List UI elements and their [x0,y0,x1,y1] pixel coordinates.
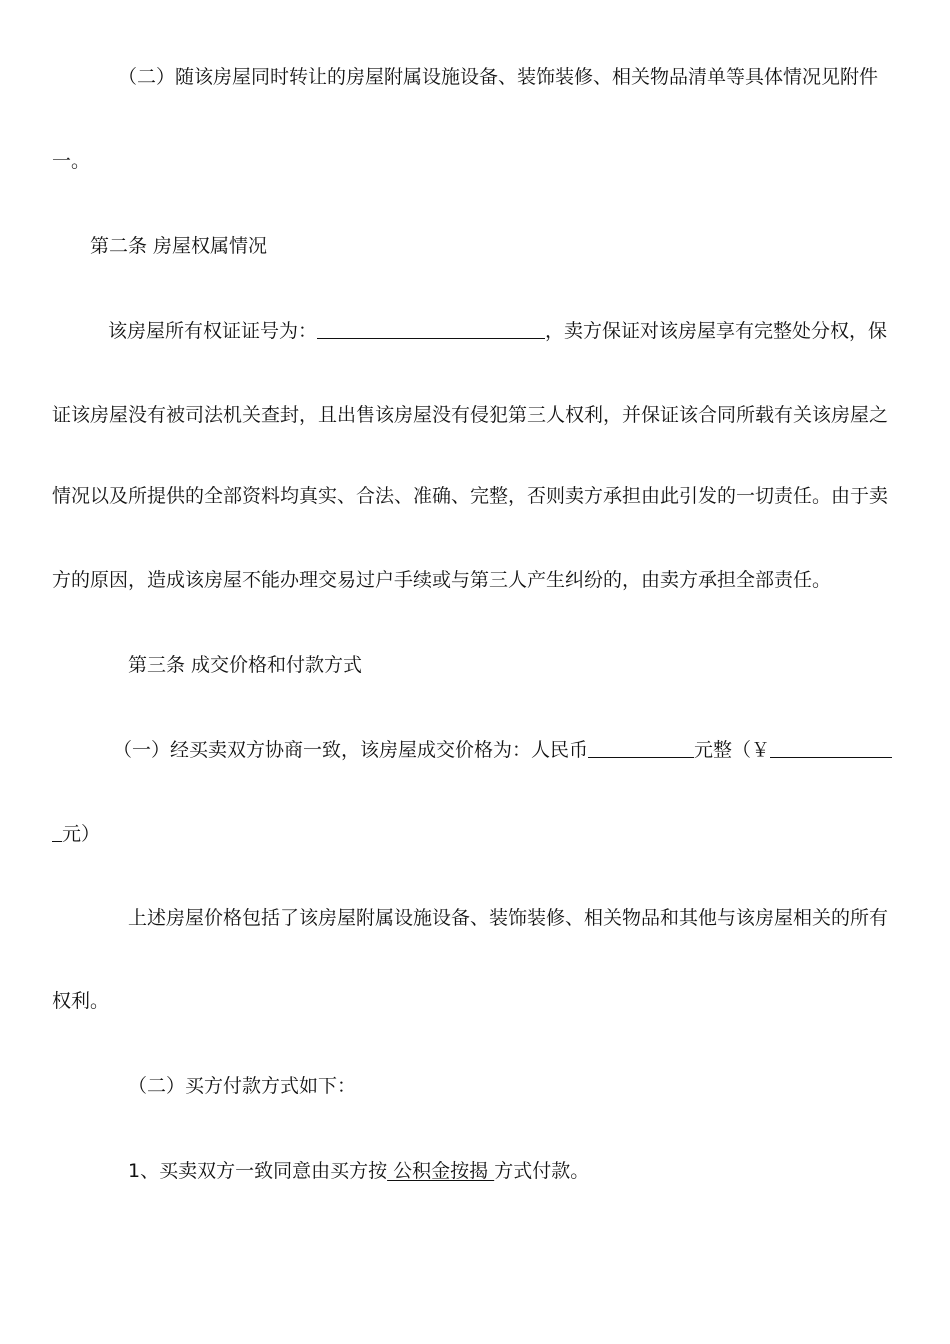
payment-method-suffix: 方式付款。 [494,1160,590,1182]
payment-method-prefix: 1、买卖双方一致同意由买方按 [128,1160,388,1182]
price-rmb-blank[interactable] [588,737,694,758]
price-scope-line-1: 上述房屋价格包括了该房屋附属设施设备、装饰装修、相关物品和其他与该房屋相关的所有 [128,907,889,929]
price-label: （一）经买卖双方协商一致，该房屋成交价格为：人民币 [113,739,589,761]
paragraph-attachment-line-2: 一。 [52,150,91,172]
price-scope-line-2: 权利。 [52,990,110,1012]
payment-method-filled-value[interactable]: 公积金按揭 [387,1160,495,1182]
payment-method-item-1 [128,1158,589,1184]
price-amount-blank-continued[interactable] [52,821,62,842]
certificate-number-label: 该房屋所有权证证号为： [108,320,318,342]
price-unit-text: 元整（￥ [694,739,771,761]
price-paragraph-line-1 [113,737,892,763]
price-paragraph-line-2 [52,821,100,847]
article-3-heading: 第三条 成交价格和付款方式 [128,654,363,676]
price-currency-close: 元） [62,823,101,845]
certificate-number-blank[interactable] [317,318,545,339]
ownership-paragraph-line-3: 情况以及所提供的全部资料均真实、合法、准确、完整，否则卖方承担由此引发的一切责任。由于卖 [52,485,889,507]
price-amount-blank[interactable] [770,737,892,758]
ownership-guarantee-text: ，卖方保证对该房屋享有完整处分权，保 [545,320,888,342]
ownership-paragraph-line-4: 方的原因，造成该房屋不能办理交易过户手续或与第三人产生纠纷的，由卖方承担全部责任。 [52,569,832,591]
paragraph-attachment-line-1: （二）随该房屋同时转让的房屋附属设施设备、装饰装修、相关物品清单等具体情况见附件 [118,66,879,88]
payment-method-heading: （二）买方付款方式如下： [128,1075,357,1097]
ownership-paragraph-line-2: 证该房屋没有被司法机关查封，且出售该房屋没有侵犯第三人权利，并保证该合同所载有关该房屋之 [52,404,889,426]
ownership-paragraph-line-1 [108,318,887,344]
article-2-heading: 第二条 房屋权属情况 [90,235,268,257]
